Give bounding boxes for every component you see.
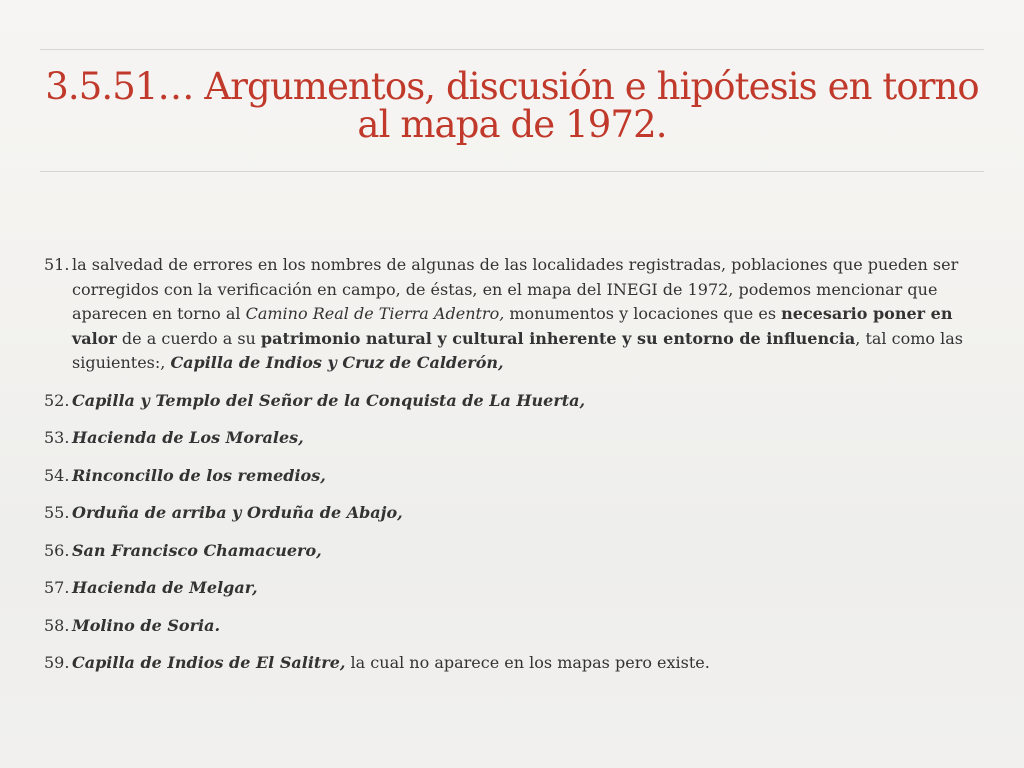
list-text xyxy=(72,255,963,372)
list-number: 57. xyxy=(44,578,70,597)
list-item-55 xyxy=(44,501,984,526)
list-text: Hacienda de Melgar, xyxy=(72,578,258,597)
slide-title: 3.5.51… Argumentos, discusión e hipótesis en torno al mapa de 1972. xyxy=(45,65,979,146)
list-text: Hacienda de Los Morales, xyxy=(72,428,304,447)
list-text: Orduña de arriba y Orduña de Abajo, xyxy=(72,503,403,522)
list-item-58 xyxy=(44,614,984,639)
list-number: 54. xyxy=(44,465,70,485)
list-item-52 xyxy=(44,389,984,414)
text-segment: , tal como las siguientes:, xyxy=(72,328,963,372)
text-segment-bold: patrimonio natural y cultural inherente y su entorno de influencia xyxy=(260,328,856,348)
title-bottom-divider xyxy=(40,171,984,172)
list-text: San Francisco Chamacuero, xyxy=(72,540,322,560)
list-text xyxy=(72,653,710,672)
list-number: 52. xyxy=(44,390,70,410)
list-number: 55. xyxy=(44,503,70,522)
list-item-57 xyxy=(44,576,984,601)
text-segment-italic: Camino Real de Tierra Adentro, xyxy=(245,304,505,323)
list-item-54 xyxy=(44,464,984,489)
list-number: 51. xyxy=(44,255,70,274)
list-number: 53. xyxy=(44,428,70,447)
list-item-59 xyxy=(44,651,984,676)
text-segment: la cual no aparece en los mapas pero existe. xyxy=(345,653,710,672)
slide-body xyxy=(44,253,984,689)
list-text: Rinconcillo de los remedios, xyxy=(72,465,326,485)
list-number: 58. xyxy=(44,615,70,635)
text-segment: la salvedad de errores en los nombres de algunas de las localidades registradas, poblaciones que pueden ser corregidos con la verificación en campo, de éstas, en el mapa del INEGI de 1972, podemos mencionar que aparecen en torno al xyxy=(72,255,959,323)
list-number: 59. xyxy=(44,653,70,672)
list-item-56 xyxy=(44,539,984,564)
title-top-divider xyxy=(40,49,984,50)
list-number: 56. xyxy=(44,540,70,560)
list-item-51 xyxy=(44,253,984,376)
text-segment: monumentos y locaciones que es xyxy=(504,304,782,323)
list-text: Molino de Soria. xyxy=(72,615,221,635)
text-segment-bold: necesario poner en valor xyxy=(72,304,953,348)
list-item-53 xyxy=(44,426,984,451)
list-text: Capilla y Templo del Señor de la Conquista de La Huerta, xyxy=(72,390,586,410)
text-segment: de a cuerdo a su xyxy=(116,328,261,348)
text-segment-bold-italic: Capilla de Indios y Cruz de Calderón, xyxy=(170,353,504,372)
text-segment-bold-italic: Capilla de Indios de El Salitre, xyxy=(72,653,346,672)
